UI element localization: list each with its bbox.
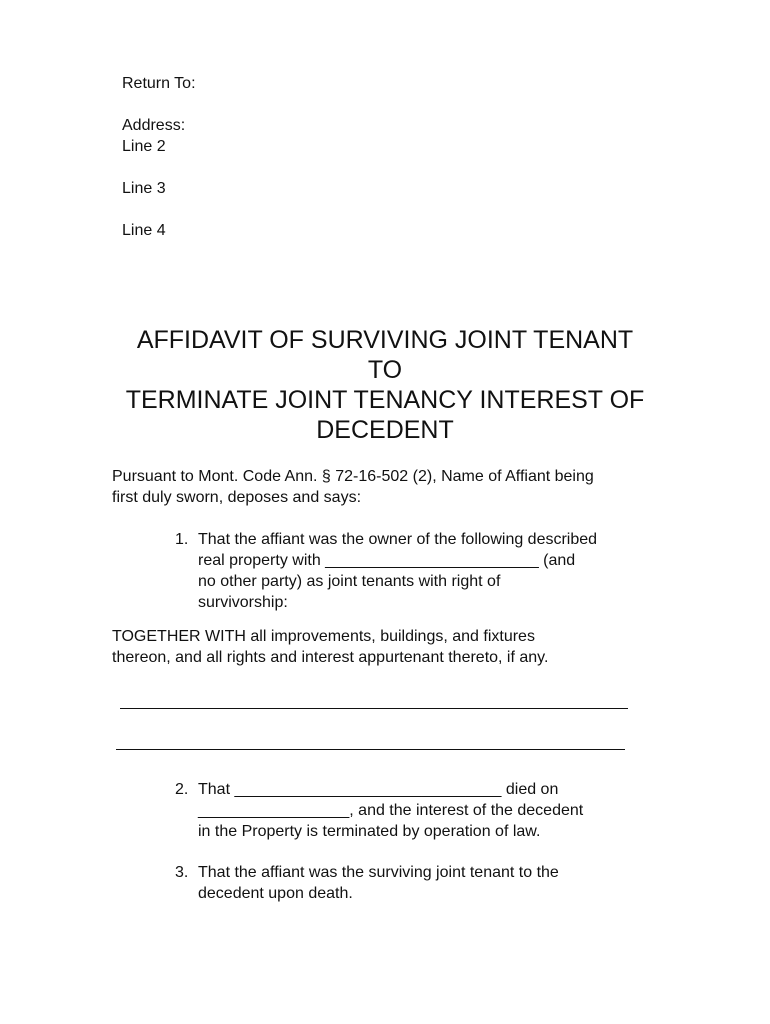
item-body [198,779,583,842]
property-description-blank-1[interactable] [120,708,628,709]
item-line: That ______________________________ died on [198,781,559,798]
address-line-2: Line 2 [122,138,166,155]
together-line-2: thereon, and all rights and interest appurtenant thereto, if any. [112,649,549,666]
preamble-line-2: first duly sworn, deposes and says: [112,489,362,506]
item-line: no other party) as joint tenants with right of [198,573,501,590]
item-line: _________________, and the interest of the decedent [198,802,584,819]
property-description-blank-2[interactable] [116,749,625,750]
item-body [198,862,559,904]
item-line: survivorship: [198,594,288,611]
item-number: 2. [175,781,189,798]
document-title [95,325,675,445]
address-label: Address: [122,117,186,134]
return-to-label: Return To: [122,75,196,92]
item-line: real property with ________________________ (and [198,552,576,569]
address-line-3: Line 3 [122,180,166,197]
item-line: That the affiant was the surviving joint tenant to the [198,864,559,881]
item-body [198,529,597,613]
item-number: 1. [175,531,189,548]
title-line-4: DECEDENT [316,416,454,444]
item-line: decedent upon death. [198,885,353,902]
title-line-3: TERMINATE JOINT TENANCY INTEREST OF [125,386,645,414]
return-address-block [122,73,196,241]
address-line-4: Line 4 [122,222,166,239]
item-line: in the Property is terminated by operation of law. [198,823,541,840]
item-number: 3. [175,864,189,881]
preamble-line-1: Pursuant to Mont. Code Ann. § 72-16-502 (2), Name of Affiant being [112,468,594,485]
title-line-2: TO [367,356,403,384]
preamble-paragraph [112,466,672,508]
title-line-1: AFFIDAVIT OF SURVIVING JOINT TENANT [136,326,634,354]
together-line-1: TOGETHER WITH all improvements, buildings, and fixtures [112,628,535,645]
together-with-paragraph [112,626,672,668]
item-line: That the affiant was the owner of the following described [198,531,598,548]
